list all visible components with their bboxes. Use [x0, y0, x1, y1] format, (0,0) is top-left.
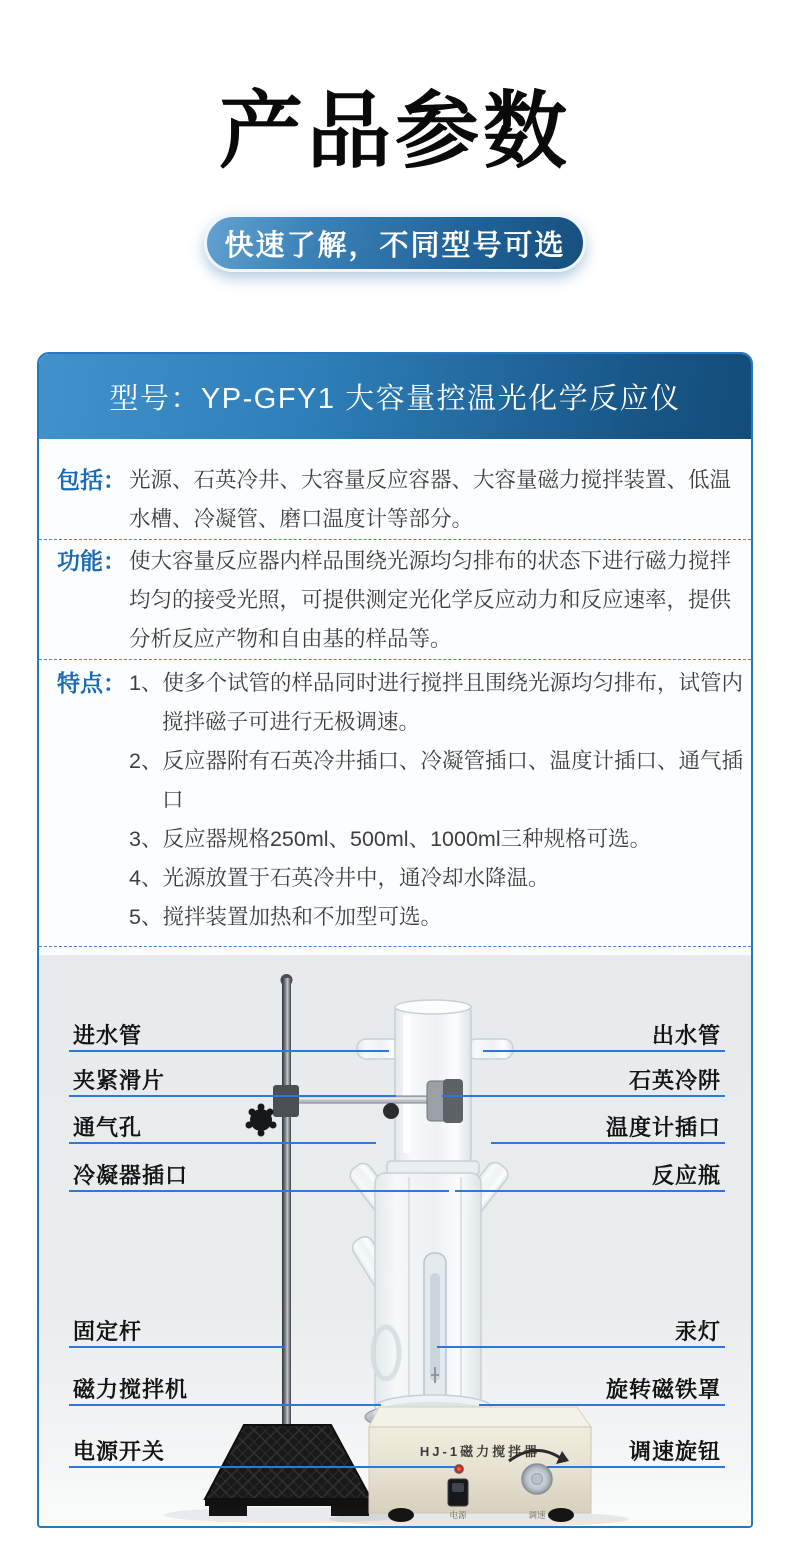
diagram-label-water-outlet: 出水管	[651, 1023, 721, 1048]
diagram-label-power-switch: 电源开关	[73, 1439, 166, 1464]
pointer-line	[547, 1466, 725, 1468]
diagram-label-condenser-port: 冷凝器插口	[73, 1163, 189, 1188]
dashed-divider	[39, 946, 751, 947]
feature-item: 2、反应器附有石英冷井插口、冷凝管插口、温度计插口、通气插口	[129, 749, 743, 812]
diagram-label-thermometer-port: 温度计插口	[605, 1115, 721, 1140]
feature-item: 4、光源放置于石英冷井中，通冷却水降温。	[129, 866, 550, 890]
product-card	[37, 352, 753, 1528]
section-features-list	[129, 664, 747, 937]
section-function	[39, 540, 751, 659]
section-include	[39, 439, 751, 539]
subtitle-pill	[204, 214, 586, 272]
section-include-label: 包括：	[57, 467, 126, 493]
diagram-label-vent-hole: 通气孔	[73, 1115, 143, 1140]
speed-knob[interactable]	[522, 1464, 552, 1494]
diagram-label-reaction-flask: 反应瓶	[651, 1163, 721, 1188]
pilot-lamp	[455, 1465, 464, 1474]
stirrer-brand-text: HJ-1磁力搅拌器	[419, 1444, 541, 1459]
retort-stand	[205, 974, 371, 1516]
feature-item: 1、使多个试管的样品同时进行搅拌且围绕光源均匀排布，试管内搅拌磁子可进行无极调速。	[129, 671, 743, 734]
diagram-label-water-inlet: 进水管	[73, 1023, 143, 1048]
diagram-label-magnet-cover: 旋转磁铁罩	[605, 1377, 721, 1402]
speed-knob-label: 调速	[528, 1510, 546, 1520]
page-title: 产品参数	[218, 86, 571, 179]
pointer-line	[69, 1190, 449, 1192]
section-features	[39, 660, 751, 946]
pointer-line	[483, 1050, 725, 1052]
pointer-line	[69, 1466, 455, 1468]
magnetic-stirrer-unit	[369, 1407, 591, 1522]
feature-item: 5、搅拌装置加热和不加型可选。	[129, 905, 442, 929]
subtitle-pill-text: 快速了解，不同型号可选	[224, 229, 566, 262]
section-include-text: 光源、石英冷井、大容量反应容器、大容量磁力搅拌装置、低温水槽、冷凝管、磨口温度计等部分。	[129, 468, 732, 531]
pointer-line	[69, 1346, 283, 1348]
pointer-line	[479, 1404, 725, 1406]
pointer-line	[69, 1095, 396, 1097]
pointer-line	[442, 1095, 725, 1097]
section-features-label: 特点：	[57, 670, 126, 696]
model-title: 型号：YP-GFY1 大容量控温光化学反应仪	[109, 383, 681, 415]
diagram-label-quartz-cold-trap: 石英冷阱	[628, 1068, 721, 1093]
power-switch-label: 电源	[449, 1510, 467, 1520]
diagram-label-magnetic-stirrer: 磁力搅拌机	[73, 1377, 189, 1402]
diagram-label-fixing-rod: 固定杆	[73, 1319, 143, 1344]
pointer-line	[455, 1190, 725, 1192]
power-switch[interactable]	[448, 1479, 468, 1506]
card-header	[39, 354, 751, 439]
section-function-text: 使大容量反应器内样品围绕光源均匀排布的状态下进行磁力搅拌均匀的接受光照，可提供测定光化学反应动力和反应速率，提供分析反应产物和自由基的样品等。	[129, 549, 732, 651]
pointer-line	[69, 1142, 376, 1144]
pointer-line	[69, 1050, 389, 1052]
mercury-lamp	[424, 1253, 446, 1403]
pointer-line	[437, 1346, 725, 1348]
pointer-line	[491, 1142, 725, 1144]
apparatus-diagram	[39, 955, 751, 1526]
section-function-label: 功能：	[57, 548, 126, 574]
diagram-label-clamp-slider: 夹紧滑片	[73, 1068, 166, 1093]
feature-item: 3、反应器规格250ml、500ml、1000ml三种规格可选。	[129, 827, 652, 851]
glass-vessel	[347, 1000, 513, 1417]
diagram-label-mercury-lamp: 汞灯	[674, 1319, 721, 1344]
pointer-line	[69, 1404, 381, 1406]
diagram-label-speed-knob: 调速旋钮	[628, 1439, 721, 1464]
